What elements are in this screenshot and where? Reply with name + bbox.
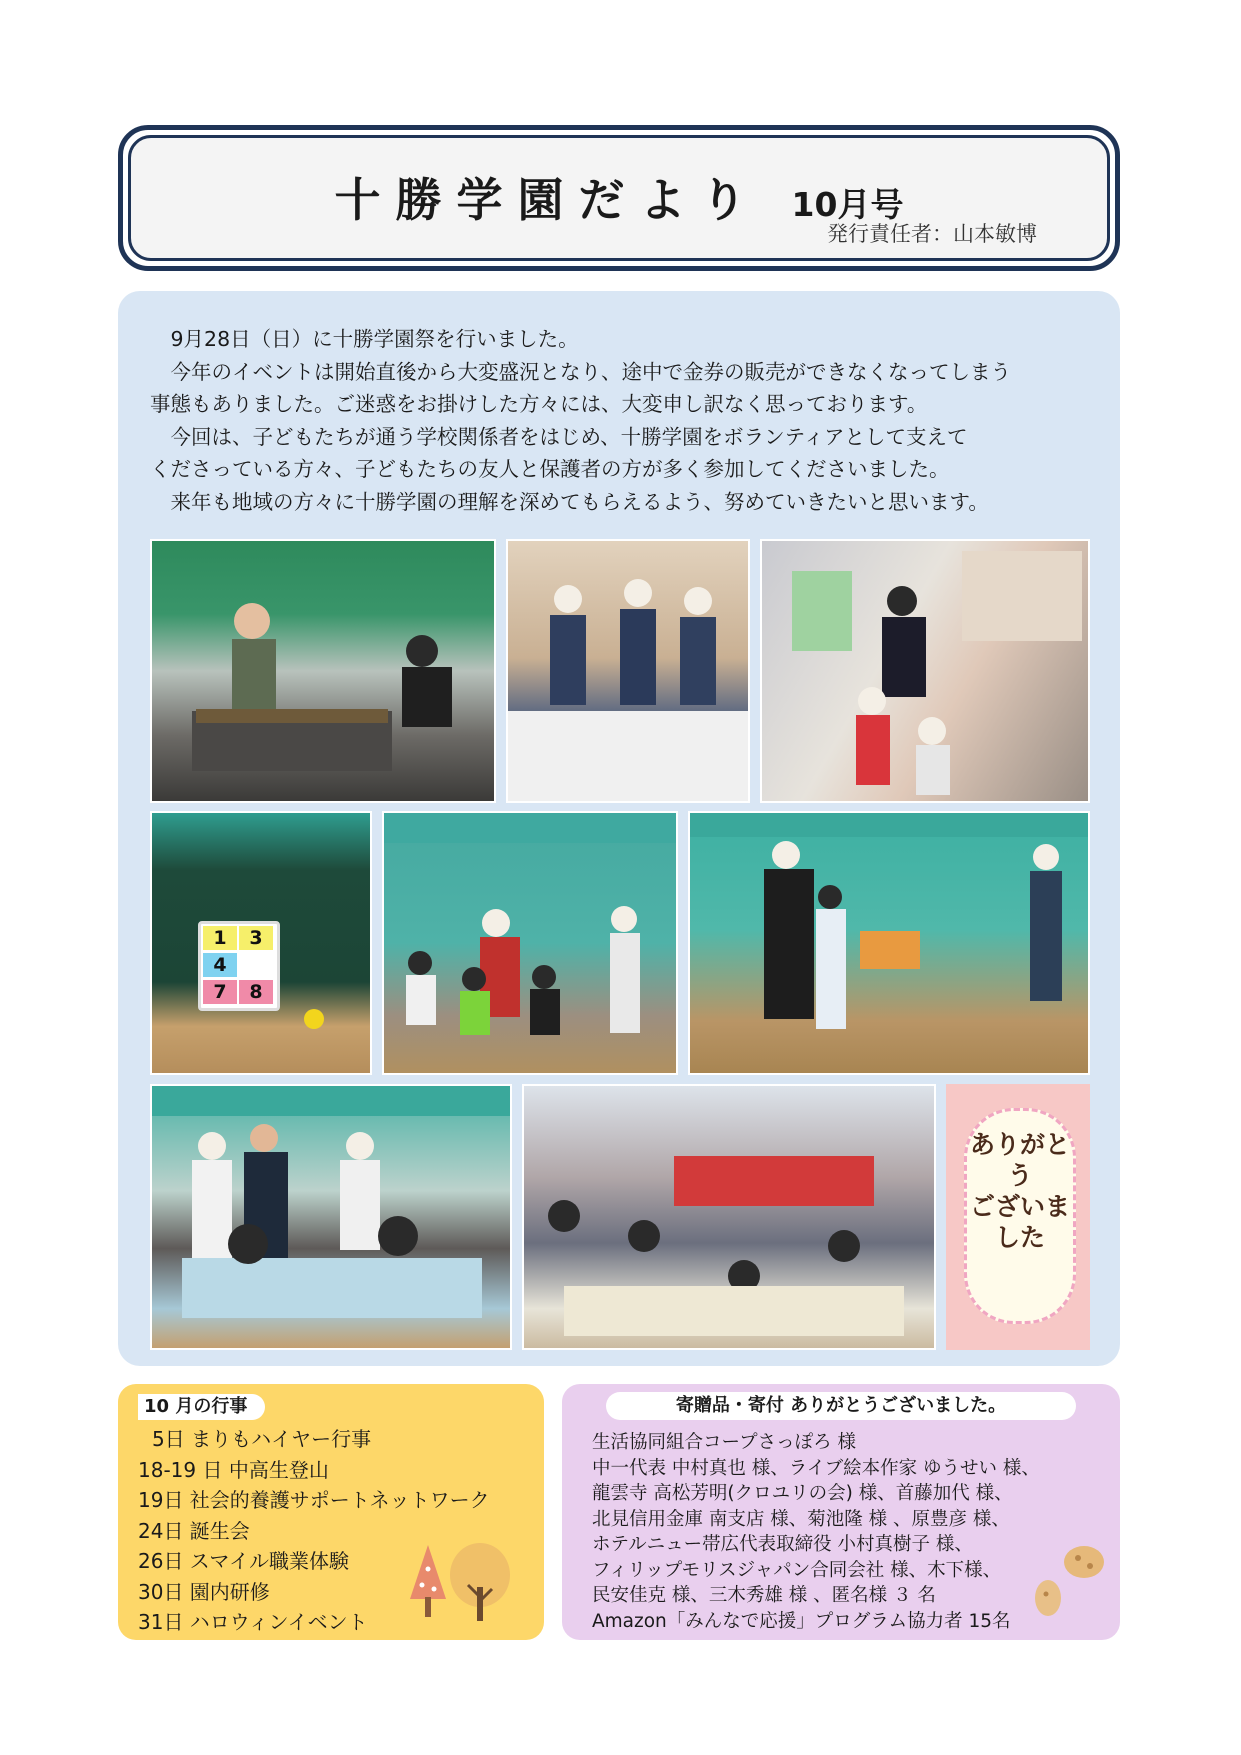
photo-cafe-volunteers: [506, 539, 750, 803]
intro-paragraph: 事態もありました。ご迷惑をお掛けした方々には、大変申し訳なく思っております。: [150, 392, 928, 416]
autumn-trees-icon: [406, 1539, 516, 1629]
donations-box: [562, 1384, 1120, 1640]
publisher-line: 発行責任者：山本敏博: [827, 222, 1037, 246]
volunteers-illustration: [508, 541, 750, 803]
event-item: 26日 スマイル職業体験: [138, 1549, 350, 1573]
donation-line: ホテルニュー帯広代表取締役 小村真樹子 様、: [592, 1534, 973, 1555]
game-corner-illustration: [690, 813, 1090, 1075]
event-item: 5日 まりもハイヤー行事: [152, 1427, 372, 1451]
number-tile: 8: [239, 980, 273, 1004]
photo-arm-wrestling: [150, 1084, 512, 1350]
number-tile: 4: [203, 953, 237, 977]
issue-label: 10月号: [791, 185, 904, 224]
donation-line: 北見信用金庫 南支店 様、菊池隆 様 、原豊彦 様、: [592, 1508, 1010, 1530]
thanks-card: [946, 1084, 1090, 1350]
photo-game-corner: [688, 811, 1090, 1075]
event-item: 19日 社会的養護サポートネットワーク: [138, 1488, 490, 1512]
events-title: 10 月の行事: [138, 1394, 265, 1420]
header-frame: [118, 125, 1120, 271]
visitors-illustration: [524, 1086, 936, 1350]
intro-paragraph: くださっている方々、子どもたちの友人と保護者の方が多く参加してくださいました。: [150, 457, 950, 481]
photo-storytelling: [382, 811, 678, 1075]
storytelling-illustration: [384, 813, 678, 1075]
donations-list: [592, 1430, 1040, 1634]
donation-line: 中一代表 中村真也 様、ライブ絵本作家 ゆうせい 様、: [592, 1457, 1040, 1479]
intro-text: [150, 323, 1100, 518]
header-inner-frame: [128, 135, 1110, 261]
arm-wrestling-illustration: [152, 1086, 512, 1350]
photo-grill-stall: [150, 539, 496, 803]
number-tile: 3: [239, 926, 273, 950]
ball-illustration: [152, 813, 372, 1075]
number-tile: 7: [203, 980, 237, 1004]
donation-line: フィリップモリスジャパン合同会社 様、木下様、: [592, 1559, 1002, 1581]
events-box: [118, 1384, 544, 1640]
newsletter-title: 十勝学園だより: [334, 173, 762, 227]
photo-baseball-visitors: [522, 1084, 936, 1350]
thanks-line: ありがとう: [969, 1130, 1070, 1190]
thanks-line: ございました: [969, 1192, 1070, 1252]
intro-paragraph: 今回は、子どもたちが通う学校関係者をはじめ、十勝学園をボランティアとして支えて: [170, 424, 968, 449]
donation-line: 民安佳克 様、三木秀雄 様 、匿名様 ３ 名: [592, 1585, 936, 1606]
toy-booth-illustration: [762, 541, 1090, 803]
donation-line: Amazon「みんなで応援」プログラム協力者 15名: [592, 1610, 1011, 1632]
donations-title: 寄贈品・寄付 ありがとうございました。: [606, 1392, 1076, 1420]
intro-paragraph: 来年も地域の方々に十勝学園の理解を深めてもらえるよう、努めていきたいと思います。: [170, 489, 989, 514]
thanks-text: [967, 1129, 1073, 1253]
grill-illustration: [152, 541, 496, 803]
intro-paragraph: 今年のイベントは開始直後から大変盛況となり、途中で金券の販売ができなくなってしまう: [170, 359, 1011, 384]
thanks-cloud: [964, 1108, 1076, 1324]
event-item: 30日 園内研修: [138, 1579, 270, 1604]
event-item: 18-19 日 中高生登山: [138, 1457, 329, 1482]
photo-toy-booth: [760, 539, 1090, 803]
donation-line: 龍雲寺 高松芳明(クロユリの会) 様、首藤加代 様、: [592, 1483, 1013, 1504]
photo-number-game: [150, 811, 372, 1075]
intro-paragraph: 9月28日（日）に十勝学園祭を行いました。: [170, 327, 579, 351]
event-item: 31日 ハロウィンイベント: [138, 1610, 368, 1634]
donation-line: 生活協同組合コープさっぽろ 様: [592, 1432, 856, 1453]
number-tile: 1: [203, 926, 237, 950]
main-panel: [118, 291, 1120, 1366]
cookies-icon: [1032, 1540, 1112, 1630]
event-item: 24日 誕生会: [138, 1518, 250, 1543]
